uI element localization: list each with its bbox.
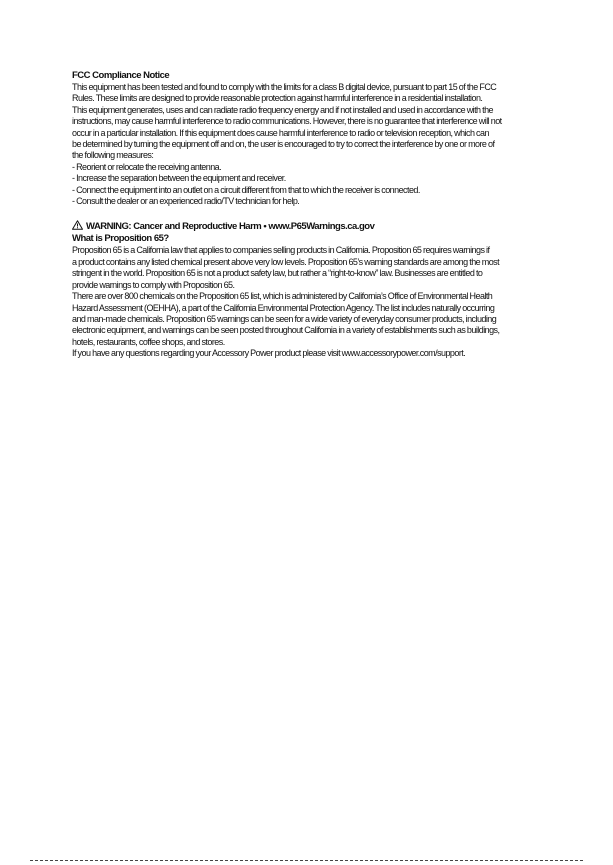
fcc-text-line: This equipment generates, uses and can radiate radio frequency energy and if not installed and used in accordance with the (72, 104, 494, 115)
fcc-measure: - Consult the dealer or an experienced radio/TV technician for help. (72, 196, 300, 207)
prop65-text-line: There are over 800 chemicals on the Proposition 65 list, which is administered by California’s Office of Environmental Health (72, 291, 493, 302)
prop65-text-line: hotels, restaurants, coffee shops, and stores. (72, 336, 225, 347)
prop65-text-line: a product contains any listed chemical present above very low levels. Proposition 65’s warning standards are among the most (72, 256, 500, 267)
prop65-text-line: provide warnings to comply with Proposition 65. (72, 279, 235, 290)
fcc-text-line: occur in a particular installation. If this equipment does cause harmful interference to radio or television reception, which can (72, 127, 489, 138)
fcc-text-line: the following measures: (72, 150, 154, 161)
fcc-title: FCC Compliance Notice (72, 70, 170, 81)
fcc-section (72, 70, 552, 207)
warning-title-line (72, 220, 552, 233)
warning-triangle-icon (72, 220, 83, 230)
prop65-section (72, 220, 552, 359)
support-text: If you have any questions regarding your Accessory Power product please visit www.accessorypower.com/support. (72, 348, 466, 359)
page-bottom-rule (30, 860, 583, 861)
fcc-text-line: This equipment has been tested and found to comply with the limits for a class B digital device, pursuant to part 15 of the FCC (72, 82, 497, 92)
document-content (72, 70, 552, 360)
warning-title: WARNING: Cancer and Reproductive Harm • www.P65Warnings.ca.gov (86, 221, 375, 233)
prop65-text-line: stringent in the world. Proposition 65 is not a product safety law, but rather a “right-to-know” law. Businesses are entitled to (72, 268, 483, 279)
fcc-text-line: instructions, may cause harmful interference to radio communications. However, there is no guarantee that interference will not (72, 116, 502, 127)
fcc-measure: - Reorient or relocate the receiving antenna. (72, 161, 222, 172)
prop65-subtitle: What is Proposition 65? (72, 233, 169, 245)
fcc-measure: - Connect the equipment into an outlet on a circuit different from that to which the receiver is connected. (72, 184, 420, 195)
fcc-measure: - Increase the separation between the equipment and receiver. (72, 173, 286, 184)
prop65-text-line: Hazard Assessment (OEHHA), a part of the California Environmental Protection Agency. The list includes naturally occurring (72, 302, 495, 313)
prop65-text-line: and man-made chemicals. Proposition 65 warnings can be seen for a wide variety of everyday consumer products, including (72, 313, 497, 324)
fcc-text-line: Rules. These limits are designed to provide reasonable protection against harmful interference in a residential installation. (72, 93, 483, 104)
fcc-text-line: be determined by turning the equipment off and on, the user is encouraged to try to correct the interference by one or more of (72, 139, 495, 150)
prop65-text-line: Proposition 65 is a California law that applies to companies selling products in California. Proposition 65 requires warnings if (72, 245, 490, 256)
prop65-text-line: electronic equipment, and warnings can be seen posted throughout California in a variety of establishments such as buildings, (72, 325, 500, 336)
